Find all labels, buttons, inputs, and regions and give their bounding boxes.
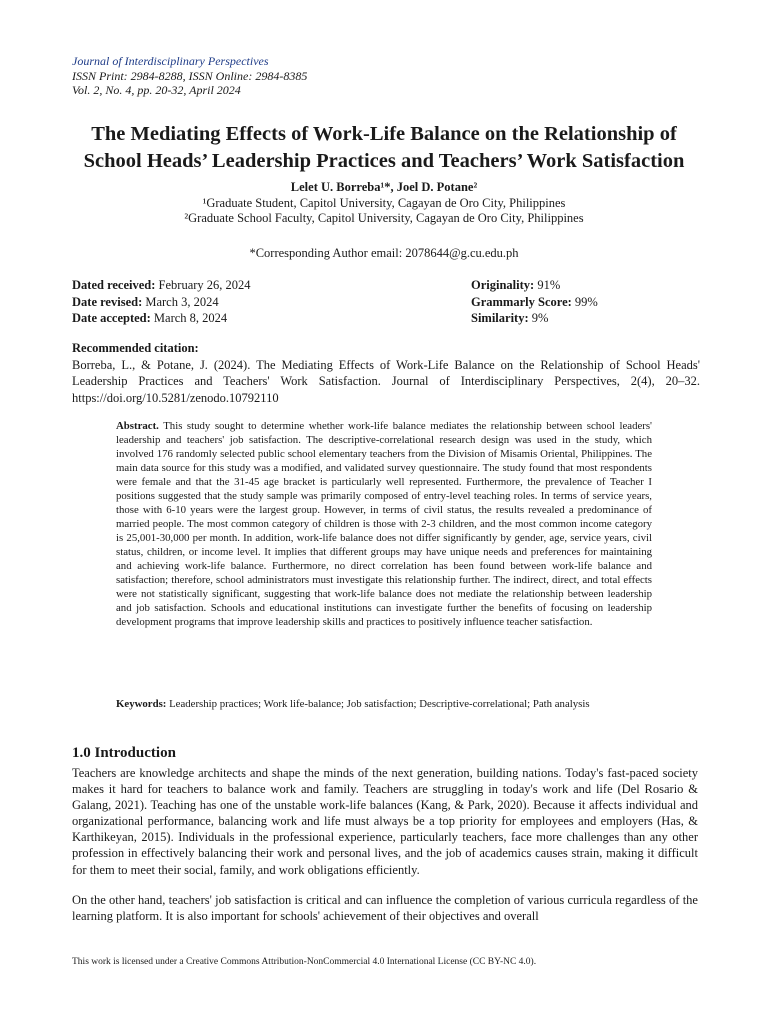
date-revised [72,294,251,311]
keywords-label: Keywords: [116,698,167,710]
date-received-label: Dated received: [72,278,156,292]
originality-label: Originality: [471,278,535,292]
introduction-paragraph-2: On the other hand, teachers' job satisfaction is critical and can influence the completion of various curricula regardless of the learning platform. It is also important for schools' achievement of their objectives and overall [72,892,698,923]
date-received-value: February 26, 2024 [155,278,251,292]
author-block [40,180,728,227]
corresponding-author: *Corresponding Author email: 2078644@g.cu.edu.ph [249,246,519,260]
affiliation-2: ²Graduate School Faculty, Capitol University, Cagayan de Oro City, Philippines [184,211,584,225]
introduction-body [72,765,698,938]
affiliation-1: ¹Graduate Student, Capitol University, Cagayan de Oro City, Philippines [202,195,566,210]
date-revised-value: March 3, 2024 [142,294,219,309]
abstract-label: Abstract. [116,420,159,432]
abstract [116,419,652,629]
journal-header [72,54,307,98]
introduction-heading: 1.0 Introduction [72,745,176,761]
similarity-label: Similarity: [471,311,529,325]
keywords [116,697,652,711]
date-accepted-value: March 8, 2024 [150,311,228,325]
date-accepted [72,310,251,327]
citation-text: Borreba, L., & Potane, J. (2024). The Mediating Effects of Work-Life Balance on the Relationship of School Heads' Leadership Practices and Teachers' Work Satisfaction. Journal of Interdisciplinary Perspectives, 2(4), 20–32. https://doi.org/10.5281/zenodo.10792110 [72,357,700,405]
journal-name: Journal of Interdisciplinary Perspectives [72,54,269,68]
journal-volume: Vol. 2, No. 4, pp. 20-32, April 2024 [72,83,241,97]
paper-title [40,121,728,175]
grammarly-value: 99% [571,294,598,309]
originality [471,277,598,294]
title-line-2: School Heads’ Leadership Practices and Teachers’ Work Satisfaction [83,150,685,172]
license-footer: This work is licensed under a Creative Commons Attribution-NonCommercial 4.0 International License (CC BY-NC 4.0). [72,957,537,967]
abstract-text: This study sought to determine whether work-life balance mediates the relationship between school leaders' leadership and teachers' job satisfaction. The descriptive-correlational research design was used in the study, which involved 176 randomly selected public school elementary teachers from the Division of Misamis Oriental, Philippines. The main data source for this study was a modified, and validated survey questionnaire. The study found that most respondents were female and that the 31-45 age bracket is particularly well represented. Furthermore, the prevalence of Teacher I positions suggested that the study sample was primarily composed of entry-level teaching roles. In terms of service years, those with 6-10 years were the largest group. However, in terms of civil status, the results revealed a predominance of married people. The most common category of children is those with 2-3 children, and the most common income category is 25,001-30,000 per month. In addition, work-life balance does not differ significantly by gender, age, service years, civil status, children, or income level. It implies that different groups may have unique needs and preferences for maintaining and achieving work-life balance. Furthermore, no direct correlation has been found between work-life balance and satisfaction; therefore, school administrators must investigate this relationship further. The indirect, direct, and total effects were not statistically significant, suggesting that work-life balance does not mediate the relationship between leadership and job satisfaction. Schools and educational institutions can investigate further the benefits of focusing on leadership development programs that improve leadership skills and practices to positively influence teacher satisfaction. [116,420,652,628]
quality-scores [471,277,598,327]
date-accepted-label: Date accepted: [72,311,151,325]
grammarly-score [471,294,598,311]
recommended-citation [72,340,700,406]
introduction-paragraph-1: Teachers are knowledge architects and shape the minds of the next generation, building nations. Today's fast-paced society makes it hard for teachers to balance work and family. Teachers are struggling in today's work and life (Del Rosario & Galang, 2021). Teaching has one of the unstable work-life balances (Kang, & Park, 2020). Because it affects individual and organizational performance, balancing work and life must always be a top priority for employees and employers (Has, & Karthikeyan, 2015). Individuals in the professional experience, particularly teachers, face more challenges than any other profession in effectively balancing their work and personal lives, and the job of academics causes strain, making it difficult for them to meet their social, family, and work obligations efficiently. [72,766,698,877]
keywords-text: Leadership practices; Work life-balance; Job satisfaction; Descriptive-correlational; Path analysis [166,698,590,710]
journal-issn: ISSN Print: 2984-8288, ISSN Online: 2984-8385 [72,68,308,83]
date-received [72,277,251,294]
title-line-1: The Mediating Effects of Work-Life Balance on the Relationship of [91,123,677,145]
citation-heading: Recommended citation: [72,341,199,355]
originality-value: 91% [534,278,561,292]
author-names: Lelet U. Borreba¹*, Joel D. Potane² [290,180,478,194]
similarity [471,310,598,327]
grammarly-label: Grammarly Score: [471,294,572,309]
similarity-value: 9% [528,311,549,325]
submission-dates [72,277,251,327]
date-revised-label: Date revised: [72,294,143,309]
